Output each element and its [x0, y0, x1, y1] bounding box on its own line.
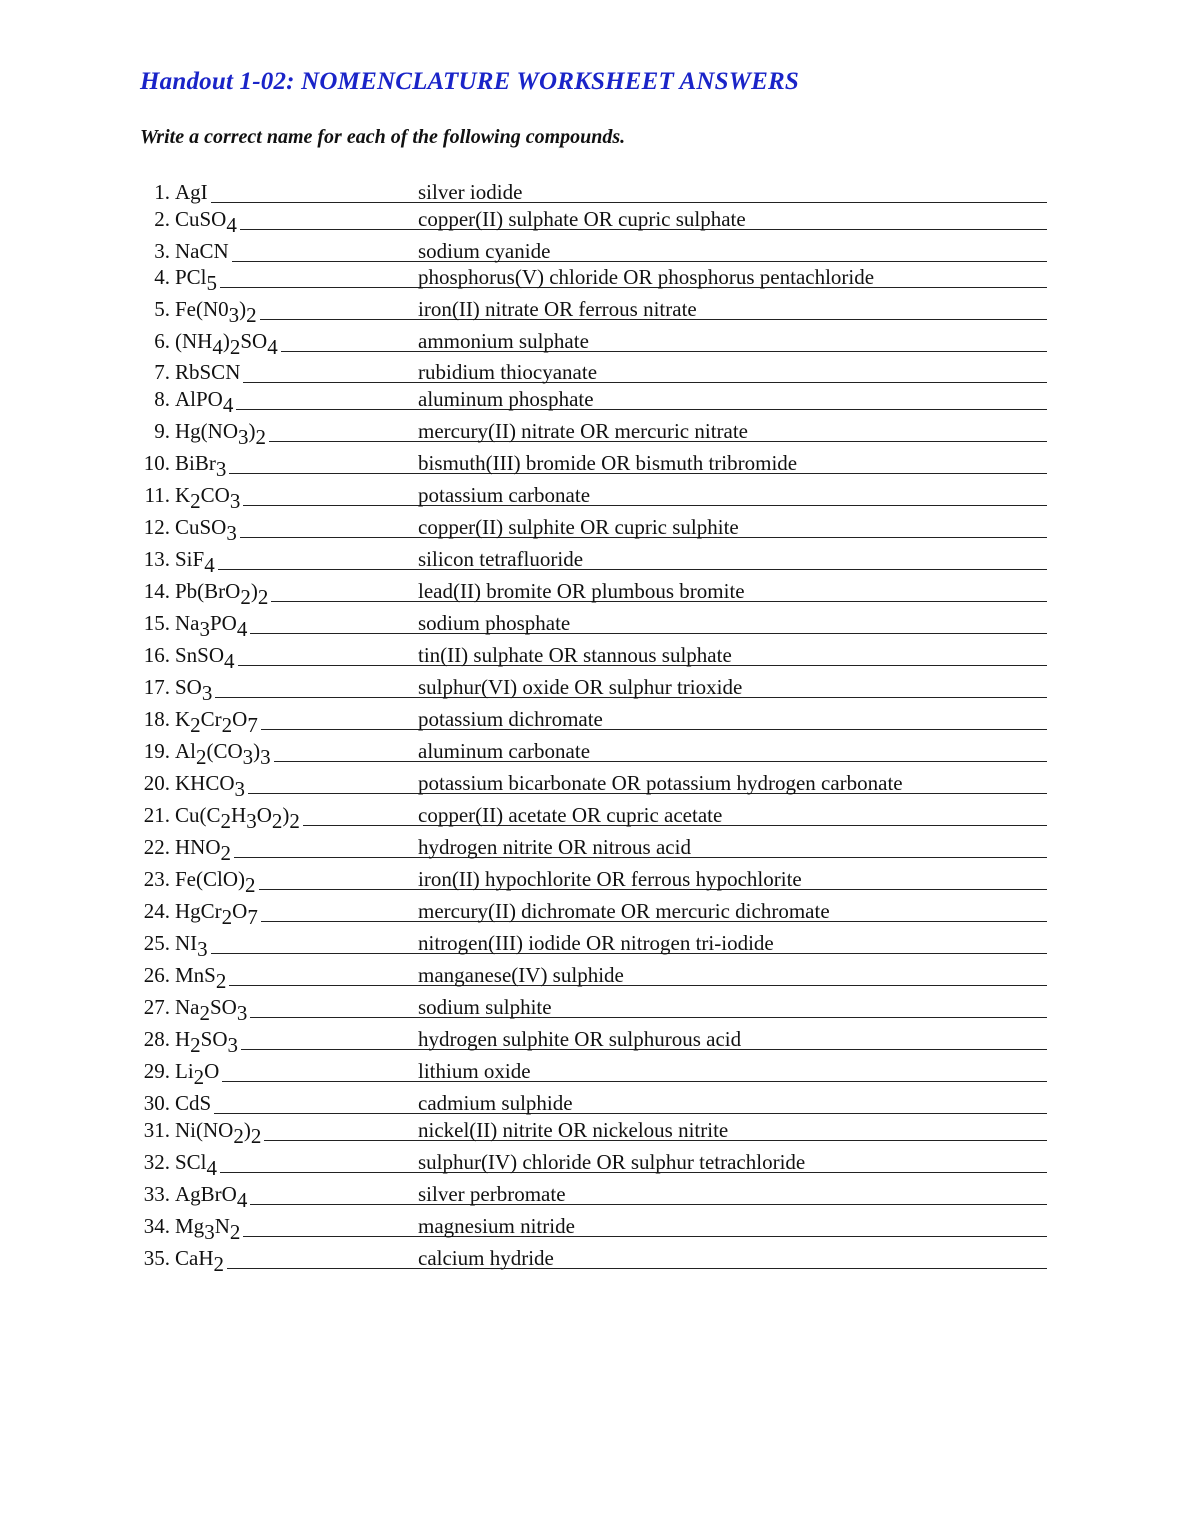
- compound-name-answer: silver iodide: [418, 180, 523, 204]
- chemical-formula: $K_2Cr_2O_7$: [175, 707, 261, 731]
- chemical-formula: $SO_3$: [175, 675, 215, 699]
- item-number: 6.: [154, 329, 170, 353]
- item-number: 15.: [143, 611, 170, 635]
- compound-name-answer: manganese(IV) sulphide: [418, 963, 624, 987]
- list-item: [0, 835, 1187, 865]
- item-number: 2.: [154, 207, 170, 231]
- list-item: [0, 387, 1187, 417]
- list-item: [0, 419, 1187, 449]
- compound-name-answer: copper(II) sulphite OR cupric sulphite: [418, 515, 739, 539]
- formula-underline: [175, 202, 418, 203]
- item-number: 20.: [143, 771, 170, 795]
- chemical-formula: MnS$_2$: [175, 963, 229, 987]
- chemical-formula: $(NH_4)_2SO_4$: [175, 329, 281, 353]
- item-number: 8.: [154, 387, 170, 411]
- chemical-formula: $Fe(ClO)_2$: [175, 867, 259, 891]
- chemical-formula: $Al_2(CO_3)_3$: [175, 739, 274, 763]
- compound-name-answer: iron(II) hypochlorite OR ferrous hypochlorite: [418, 867, 802, 891]
- formula-underline: [175, 953, 418, 954]
- chemical-formula: AgBrO$_4$: [175, 1182, 250, 1206]
- compound-name-answer: tin(II) sulphate OR stannous sulphate: [418, 643, 732, 667]
- item-number: 5.: [154, 297, 170, 321]
- chemical-formula: SCl$_4$: [175, 1150, 220, 1174]
- chemical-formula: BiBr$_3$: [175, 451, 229, 475]
- list-item: [0, 1150, 1187, 1180]
- compound-name-answer: cadmium sulphide: [418, 1091, 573, 1115]
- chemical-formula: $Mg_3N_2$: [175, 1214, 243, 1238]
- list-item: [0, 611, 1187, 641]
- chemical-formula: $Cu(C_2H_3O_2)_2$: [175, 803, 303, 827]
- compound-name-answer: nitrogen(III) iodide OR nitrogen tri-iodide: [418, 931, 774, 955]
- compound-name-answer: aluminum carbonate: [418, 739, 591, 763]
- chemical-formula: $HNO_2$: [175, 835, 234, 859]
- item-number: 3.: [154, 239, 170, 263]
- compound-name-answer: mercury(II) nitrate OR mercuric nitrate: [418, 419, 749, 443]
- compound-name-answer: mercury(II) dichromate OR mercuric dichromate: [418, 899, 830, 923]
- chemical-formula: CaH$_2$: [175, 1246, 227, 1270]
- item-number: 21.: [143, 803, 170, 827]
- list-item: [0, 547, 1187, 577]
- chemical-formula: NaCN: [175, 239, 232, 263]
- chemical-formula: $Pb(BrO_2)_2$: [175, 579, 271, 603]
- compound-name-answer: potassium bicarbonate OR potassium hydrogen carbonate: [418, 771, 903, 795]
- list-item: [0, 265, 1187, 295]
- compound-name-answer: potassium dichromate: [418, 707, 603, 731]
- item-number: 14.: [143, 579, 170, 603]
- list-item: [0, 1246, 1187, 1276]
- item-number: 24.: [143, 899, 170, 923]
- compound-name-answer: silver perbromate: [418, 1182, 566, 1206]
- list-item: [0, 803, 1187, 833]
- page-title: Handout 1-02: NOMENCLATURE WORKSHEET ANSWERS: [140, 68, 799, 95]
- compound-name-answer: copper(II) acetate OR cupric acetate: [418, 803, 723, 827]
- chemical-formula: $Na_2SO_3$: [175, 995, 250, 1019]
- list-item: [0, 963, 1187, 993]
- list-item: [0, 451, 1187, 481]
- list-item: [0, 931, 1187, 961]
- item-number: 16.: [143, 643, 170, 667]
- list-item: [0, 739, 1187, 769]
- item-number: 28.: [143, 1027, 170, 1051]
- chemical-formula: CuSO$_4$: [175, 207, 240, 231]
- list-item: [0, 1214, 1187, 1244]
- list-item: [0, 239, 1187, 263]
- compound-name-answer: lead(II) bromite OR plumbous bromite: [418, 579, 745, 603]
- item-number: 9.: [154, 419, 170, 443]
- chemical-formula: $H_2SO_3$: [175, 1027, 241, 1051]
- compound-name-answer: iron(II) nitrate OR ferrous nitrate: [418, 297, 697, 321]
- item-number: 11.: [144, 483, 170, 507]
- item-number: 1.: [154, 180, 170, 204]
- list-item: [0, 995, 1187, 1025]
- chemical-formula: $KHCO_3$: [175, 771, 248, 795]
- item-number: 12.: [143, 515, 170, 539]
- compound-name-answer: potassium carbonate: [418, 483, 591, 507]
- item-number: 23.: [143, 867, 170, 891]
- compound-name-answer: sulphur(IV) chloride OR sulphur tetrachloride: [418, 1150, 806, 1174]
- compound-name-answer: lithium oxide: [418, 1059, 531, 1083]
- compound-name-answer: rubidium thiocyanate: [418, 360, 598, 384]
- list-item: [0, 329, 1187, 359]
- item-number: 18.: [143, 707, 170, 731]
- list-item: [0, 1182, 1187, 1212]
- chemical-formula: $Hg(NO_3)_2$: [175, 419, 269, 443]
- list-item: [0, 360, 1187, 384]
- chemical-formula: AlPO$_4$: [175, 387, 236, 411]
- chemical-formula: $Li_2O$: [175, 1059, 222, 1083]
- item-number: 26.: [143, 963, 170, 987]
- item-number: 22.: [143, 835, 170, 859]
- item-number: 33.: [143, 1182, 170, 1206]
- list-item: [0, 515, 1187, 545]
- list-item: [0, 771, 1187, 801]
- list-item: [0, 579, 1187, 609]
- list-item: [0, 207, 1187, 237]
- chemical-formula: CdS: [175, 1091, 214, 1115]
- list-item: [0, 867, 1187, 897]
- item-number: 7.: [154, 360, 170, 384]
- compound-name-answer: hydrogen sulphite OR sulphurous acid: [418, 1027, 742, 1051]
- compound-name-answer: sodium phosphate: [418, 611, 571, 635]
- list-item: [0, 675, 1187, 705]
- chemical-formula: $NI_3$: [175, 931, 211, 955]
- list-item: [0, 899, 1187, 929]
- list-item: [0, 1059, 1187, 1089]
- compound-name-answer: phosphorus(V) chloride OR phosphorus pentachloride: [418, 265, 875, 289]
- compound-name-answer: calcium hydride: [418, 1246, 554, 1270]
- item-number: 27.: [143, 995, 170, 1019]
- item-number: 13.: [143, 547, 170, 571]
- item-number: 17.: [143, 675, 170, 699]
- chemical-formula: SnSO$_4$: [175, 643, 238, 667]
- chemical-formula: $Fe(N0_3)_2$: [175, 297, 260, 321]
- item-number: 34.: [143, 1214, 170, 1238]
- compound-name-answer: silicon tetrafluoride: [418, 547, 584, 571]
- list-item: [0, 1091, 1187, 1115]
- item-number: 31.: [143, 1118, 170, 1142]
- compound-name-answer: sodium cyanide: [418, 239, 551, 263]
- chemical-formula: PCl$_5$: [175, 265, 220, 289]
- chemical-formula: SiF$_4$: [175, 547, 218, 571]
- compound-name-answer: aluminum phosphate: [418, 387, 594, 411]
- item-number: 35.: [143, 1246, 170, 1270]
- compound-name-answer: ammonium sulphate: [418, 329, 589, 353]
- list-item: [0, 483, 1187, 513]
- compound-name-answer: copper(II) sulphate OR cupric sulphate: [418, 207, 746, 231]
- chemical-formula: CuSO$_3$: [175, 515, 240, 539]
- chemical-formula: RbSCN: [175, 360, 243, 384]
- instructions-text: Write a correct name for each of the following compounds.: [140, 126, 626, 148]
- chemical-formula: $Na_3PO_4$: [175, 611, 250, 635]
- chemical-formula: $HgCr_2O_7$: [175, 899, 261, 923]
- chemical-formula: AgI: [175, 180, 211, 204]
- item-number: 32.: [143, 1150, 170, 1174]
- chemical-formula: $K_2CO_3$: [175, 483, 243, 507]
- list-item: [0, 1118, 1187, 1148]
- list-item: [0, 707, 1187, 737]
- compound-name-answer: magnesium nitride: [418, 1214, 575, 1238]
- compound-name-answer: hydrogen nitrite OR nitrous acid: [418, 835, 691, 859]
- item-number: 29.: [143, 1059, 170, 1083]
- item-number: 30.: [143, 1091, 170, 1115]
- compound-name-answer: bismuth(III) bromide OR bismuth tribromide: [418, 451, 798, 475]
- compound-name-answer: sodium sulphite: [418, 995, 552, 1019]
- list-item: [0, 1027, 1187, 1057]
- item-number: 4.: [154, 265, 170, 289]
- compound-name-answer: nickel(II) nitrite OR nickelous nitrite: [418, 1118, 729, 1142]
- list-item: [0, 297, 1187, 327]
- chemical-formula: $Ni(NO_2)_2$: [175, 1118, 264, 1142]
- item-number: 19.: [143, 739, 170, 763]
- list-item: [0, 643, 1187, 673]
- item-number: 10.: [143, 451, 170, 475]
- compound-name-answer: sulphur(VI) oxide OR sulphur trioxide: [418, 675, 743, 699]
- list-item: [0, 180, 1187, 204]
- item-number: 25.: [143, 931, 170, 955]
